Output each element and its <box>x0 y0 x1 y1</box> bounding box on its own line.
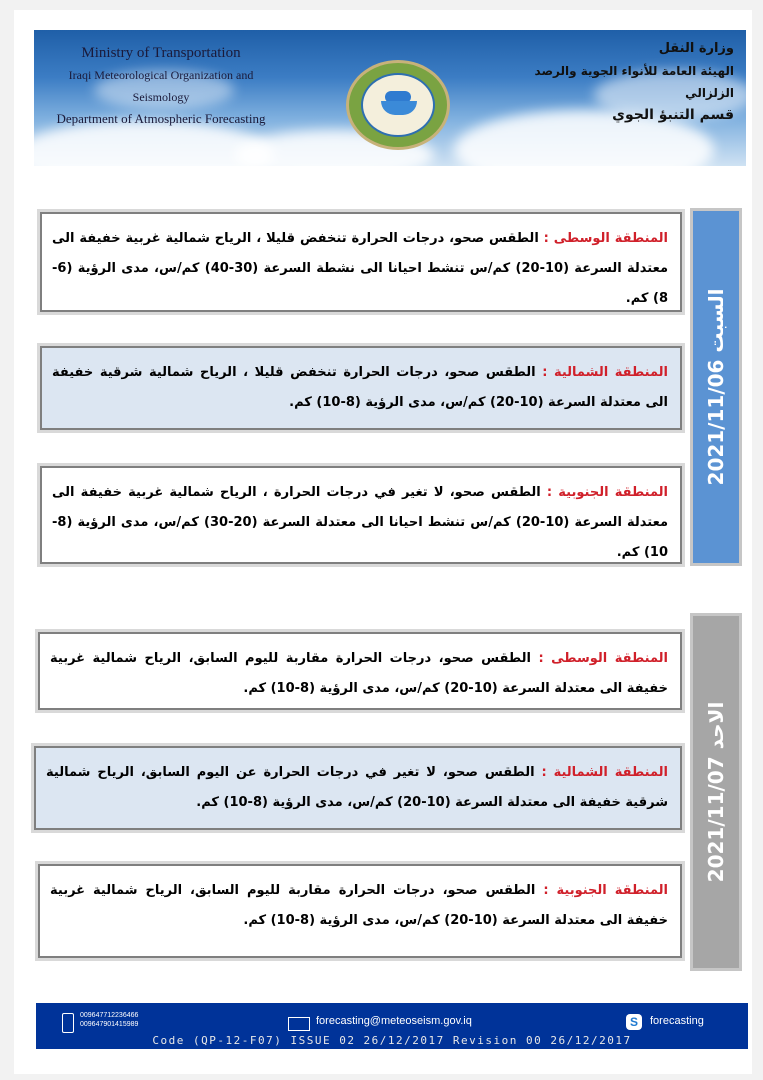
header-banner <box>34 30 746 166</box>
day-date-text: السبت 2021/11/06 <box>704 288 728 486</box>
region-label: المنطقة الجنوبية : <box>546 485 668 500</box>
department-name-en: Department of Atmospheric Forecasting <box>56 111 266 126</box>
forecast-central-day2 <box>38 632 682 710</box>
forecast-south-day2 <box>38 864 682 958</box>
organization-name-ar: الهيئة العامة للأنواء الجوية والرصد الزلزالي <box>534 64 734 100</box>
forecast-text: الطقس صحو، درجات الحرارة مقاربة لليوم السابق، الرياح شمالية غربية خفيفة الى معتدلة السرعة (10-20) كم/س، مدى الرؤية (8-10) كم. <box>50 883 668 928</box>
skype-icon: S <box>626 1014 642 1030</box>
phone-icon <box>62 1013 74 1033</box>
organization-logo <box>346 60 450 150</box>
header-arabic <box>494 38 734 126</box>
forecast-text: الطقس صحو، درجات الحرارة تنخفض قليلا ، الرياح شمالية شرقية خفيفة الى معتدلة السرعة (10-20) كم/س، مدى الرؤية (8-10) كم. <box>52 365 668 410</box>
forecast-text: الطقس صحو، لا تغير في درجات الحرارة ، الرياح شمالية غربية خفيفة الى معتدلة السرعة (10-20) كم/س تنشط احيانا الى معتدلة السرعة (20-30) كم/س، مدى الرؤية (8-10) كم. <box>52 485 668 560</box>
forecast-text: الطقس صحو، درجات الحرارة تنخفض قليلا ، الرياح شمالية غربية خفيفة الى معتدلة السرعة (10-20) كم/س تنشط احيانا الى نشطة السرعة (30-40) كم/س، مدى الرؤية (6-8) كم. <box>52 231 669 306</box>
header-english <box>46 42 276 130</box>
skype-handle[interactable]: forecasting <box>650 1015 704 1027</box>
document-code: Code (QP-12-F07) ISSUE 02 26/12/2017 Revision 00 26/12/2017 <box>152 1034 632 1047</box>
ministry-name-en: Ministry of Transportation <box>81 45 241 61</box>
footer-bar <box>36 1003 748 1049</box>
region-label: المنطقة الوسطى : <box>543 231 668 246</box>
forecast-north-day2 <box>34 746 682 830</box>
forecast-text: الطقس صحو، درجات الحرارة مقاربة لليوم السابق، الرياح شمالية غربية خفيفة الى معتدلة السرعة (10-20) كم/س، مدى الرؤية (8-10) كم. <box>50 651 668 696</box>
forecast-central-day1 <box>40 212 682 312</box>
day-date-text: الاحد 2021/11/07 <box>704 701 728 883</box>
region-label: المنطقة الوسطى : <box>538 651 668 666</box>
email-icon <box>288 1017 310 1031</box>
forecast-south-day1 <box>40 466 682 564</box>
region-label: المنطقة الجنوبية : <box>543 883 668 898</box>
forecast-north-day1 <box>40 346 682 430</box>
organization-name-en: Iraqi Meteorological Organization and Seismology <box>68 68 254 104</box>
phone-number-2: 009647901415989 <box>80 1021 139 1028</box>
ministry-name-ar: وزارة النقل <box>658 41 734 56</box>
email-link[interactable]: forecasting@meteoseism.gov.iq <box>316 1015 472 1027</box>
phone-numbers <box>80 1011 138 1029</box>
forecast-text: الطقس صحو، لا تغير في درجات الحرارة عن اليوم السابق، الرياح شمالية شرقية خفيفة الى معتدلة السرعة (10-20) كم/س، مدى الرؤية (8-10) كم. <box>46 765 668 810</box>
day-label-saturday <box>690 208 742 566</box>
day-label-sunday <box>690 613 742 971</box>
phone-number-1: 009647712236466 <box>80 1012 139 1019</box>
department-name-ar: قسم التنبؤ الجوي <box>612 107 734 123</box>
region-label: المنطقة الشمالية : <box>541 765 668 780</box>
region-label: المنطقة الشمالية : <box>542 365 668 380</box>
